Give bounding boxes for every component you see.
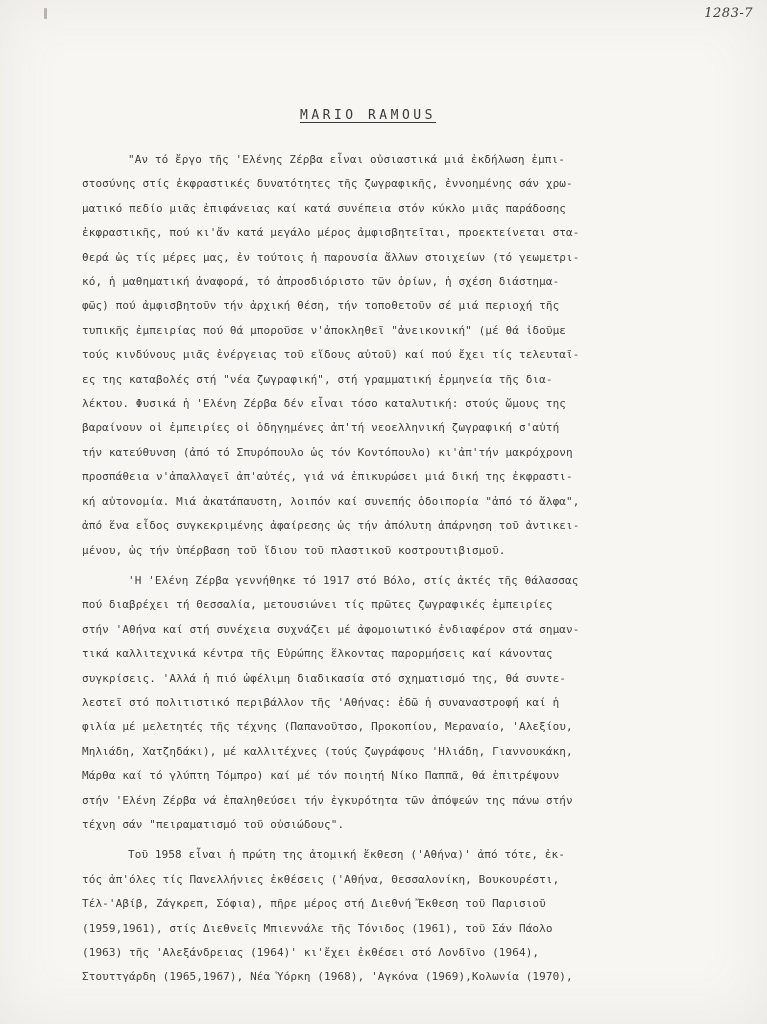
text-line: κό, ἡ μαθηματική ἀναφορά, τό ἀπροσδιόριστο τῶν ὁρίων, ἡ σχέση διάστημα- bbox=[82, 275, 560, 289]
text-line: τούς κινδύνους μιᾶς ἐνέργειας τοῦ εἴδους αὐτοῦ) καί πού ἔχει τίς τελευταῖ- bbox=[82, 348, 580, 362]
text-line: Τοῦ 1958 εἶναι ἡ πρώτη της ἀτομική ἔκθεση ('Αθήνα)' ἀπό τότε, ἐκ- bbox=[128, 848, 565, 862]
text-line: (1959,1961), στίς Διεθνεῖς Μπιεννάλε τῆς Τόνιδος (1961), τοῦ Σάν Πάολο bbox=[82, 921, 553, 935]
text-line: Μάρθα καί τό γλύπτη Τόμπρο) καί μέ τόν ποιητή Νίκο Παππᾶ, θά ἐπιτρέψουν bbox=[82, 769, 560, 783]
text-line: Τέλ-'Αβίβ, Ζάγκρεπ, Σόφια), πῆρε μέρος στή Διεθνή Ἔκθεση τοῦ Παρισιοῦ bbox=[82, 897, 546, 911]
text-line: στοσύνης στίς ἐκφραστικές δυνατότητες τῆς ζωγραφικῆς, ἐννοημένης σάν χρω- bbox=[82, 177, 573, 191]
text-line: συγκρίσεις. 'Αλλά ἡ πιό ὠφέλιμη διαδικασία στό σχηματισμό της, θά συντε- bbox=[82, 671, 567, 685]
text-line: 'Η 'Ελένη Ζέρβα γεννήθηκε τό 1917 στό Βόλο, στίς ἀκτές τῆς θάλασσας bbox=[128, 573, 579, 587]
text-line: φιλία μέ μελετητές τῆς τέχνης (Παπανοῦτσο, Προκοπίου, Μεραναίο, 'Αλεξίου, bbox=[82, 720, 573, 734]
text-line: "Αν τό ἔργο τῆς 'Ελένης Ζέρβα εἶναι οὐσιαστικά μιά ἐκδήλωση ἐμπι- bbox=[128, 153, 565, 166]
text-line: (1963) τῆς 'Αλεξάνδρειας (1964)' κι'ἔχει ἐκθέσει στό Λονδῖνο (1964), bbox=[82, 946, 540, 959]
paragraph-3 bbox=[82, 843, 712, 989]
text-line: κή αὐτονομία. Μιά ἀκατάπαυστη, λοιπόν καί συνεπής ὁδοιπορία "ἀπό τό ἄλφα", bbox=[82, 494, 580, 508]
text-line: τήν κατεύθυνση (ἀπό τό Σπυρόπουλο ὡς τόν Κοντόπουλο) κι'ἀπ'τήν μακρόχρονη bbox=[82, 445, 573, 459]
text-line: ματικό πεδίο μιᾶς ἐπιφάνειας καί κατά συνέπεια στόν κύκλο μιᾶς παράδοσης bbox=[82, 201, 567, 215]
text-line: Στουττγάρδη (1965,1967), Νέα Ὑόρκη (1968), 'Αγκόνα (1969),Κολωνία (1970), bbox=[82, 970, 573, 984]
text-line: ἀπό ἕνα εἶδος συγκεκριμένης ἀφαίρεσης ὡς τήν ἀπόλυτη ἀπάρνηση τοῦ ἀντικει- bbox=[82, 519, 580, 533]
paper-edge-mark bbox=[44, 8, 47, 19]
text-line: τυπικῆς ἐμπειρίας πού θά μποροῦσε ν'ἀποκληθεῖ "ἀνεικονική" (μέ θά ἰδοῦμε bbox=[82, 323, 567, 337]
text-line: λεστεῖ στό πολιτιστικό περιβάλλον τῆς 'Αθήνας: ἐδῶ ἡ συναναστροφή καί ἡ bbox=[82, 695, 560, 709]
text-line: μένου, ὡς τήν ὑπέρβαση τοῦ ἴδιου τοῦ πλαστικοῦ κοστρουτιβισμοῦ. bbox=[82, 543, 506, 557]
text-line: τέχνη σάν "πειραματισμό τοῦ οὐσιώδους". bbox=[82, 817, 345, 831]
paragraph-2 bbox=[82, 569, 712, 837]
archive-folio-number: 1283-7 bbox=[704, 6, 753, 21]
text-line: πού διαβρέχει τή Θεσσαλία, μετουσιώνει τίς πρῶτες ζωγραφικές ἐμπειρίες bbox=[82, 598, 553, 612]
text-line: τικά καλλιτεχνικά κέντρα τῆς Εὐρώπης ἕλκοντας παρορμήσεις καί κάνοντας bbox=[82, 647, 553, 661]
text-line: θερά ὡς τίς μέρες μας, ἐν τούτοις ἡ παρουσία ἄλλων στοιχείων (τό γεωμετρι- bbox=[82, 250, 580, 264]
text-line: στήν 'Ελένη Ζέρβα νά ἐπαληθεύσει τήν ἐγκυρότητα τῶν ἀπόψεών της πάνω στήν bbox=[82, 793, 573, 807]
text-line: τός ἀπ'όλες τίς Πανελλήνιες ἐκθέσεις ('Αθήνα, Θεσσαλονίκη, Βουκουρέστι, bbox=[82, 872, 560, 886]
text-line: λέκτου. Φυσικά ἡ 'Ελένη Ζέρβα δέν εἶναι τόσο καταλυτική: στούς ὤμους της bbox=[82, 397, 567, 411]
text-line: ἐκφραστικῆς, πού κι'ἄν κατά μεγάλο μέρος ἀμφισβητεῖται, προεκτείνεται στα- bbox=[82, 226, 580, 240]
text-line: προσπάθεια ν'ἀπαλλαγεῖ ἀπ'αὐτές, γιά νά ἐπικυρώσει μιά δική της ἐκφραστι- bbox=[82, 470, 573, 484]
text-line: ες της καταβολές στή "νέα ζωγραφική", στή γραμματική ἑρμηνεία τῆς δια- bbox=[82, 372, 553, 386]
text-line: βαραίνουν οἱ ἐμπειρίες οἱ ὁδηγημένες ἀπ'τή νεοελληνική ζωγραφική σ'αὐτή bbox=[82, 421, 560, 435]
text-line: φῶς) πού ἀμφισβητοῦν τήν ἀρχική θέση, τήν τοποθετοῦν σέ μιά περιοχή τῆς bbox=[82, 299, 560, 313]
document-body bbox=[82, 148, 712, 990]
document-title: MARIO RAMOUS bbox=[300, 108, 436, 123]
text-line: στήν 'Αθήνα καί στή συνέχεια συχνάζει μέ ἀφομοιωτικό ἐνδιαφέρον στά σημαν- bbox=[82, 622, 580, 636]
paragraph-1 bbox=[82, 148, 712, 563]
text-line: Μηλιάδη, Χατζηδάκι), μέ καλλιτέχνες (τούς ζωγράφους 'Ηλιάδη, Γιαννουκάκη, bbox=[82, 744, 573, 758]
